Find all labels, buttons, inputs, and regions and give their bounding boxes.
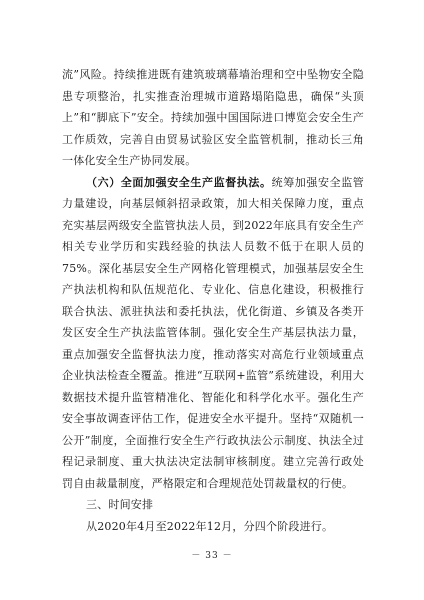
document-body <box>62 64 364 537</box>
paragraph-text: 流”风险。持续推进既有建筑玻璃幕墙治理和空中坠物安全隐患专项整治，扎实推查治理城市道路塌陷隐患，确保“头顶上”和“脚底下”安全。持续加强中国国际进口博览会安全生产工作质效，完善自由贸易试验区安全监管机制，推动长三角一体化安全生产协同发展。 <box>62 68 364 167</box>
page-number: － 33 － <box>191 551 233 561</box>
section-6-heading: （六）全面加强安全生产监督执法。 <box>86 175 272 189</box>
section-heading-schedule: 三、时间安排 <box>86 498 154 511</box>
paragraph-section-6 <box>62 172 364 495</box>
paragraph-continued <box>62 64 364 172</box>
paragraph-text: 统筹加强安全监管力量建设，向基层倾斜招录政策，加大相关保障力度，重点充实基层两级安全监管执法人员，到2022年底具有安全生产相关专业学历和实践经验的执法人员数不低于在职人员的75%。深化基层安全生产网格化管理模式，加强基层安全生产执法机构和队伍规范化、专业化、信息化建设，积极推行联合执法、派驻执法和委托执法，优化街道、乡镇及各类开发区安全生产执法监管体制。强化安全生产基层执法力量，重点加强安全监督执法力度，推动落实对高危行业领域重点企业执法检查全覆盖。推进“互联网+监管”系统建设，利用大数据技术提升监管精准化、智能化和科学化水平。强化生产安全事故调查评估工作，促进安全水平提升。坚持“双随机一公开”制度，全面推行安全生产行政执法公示制度、执法全过程记录制度、重大执法决定法制审核制度。建立完善行政处罚自由裁量制度，严格限定和合理规范处罚裁量权的行使。 <box>62 175 364 490</box>
schedule-text: 从2020年4月至2022年12月，分四个阶段进行。 <box>86 519 334 533</box>
